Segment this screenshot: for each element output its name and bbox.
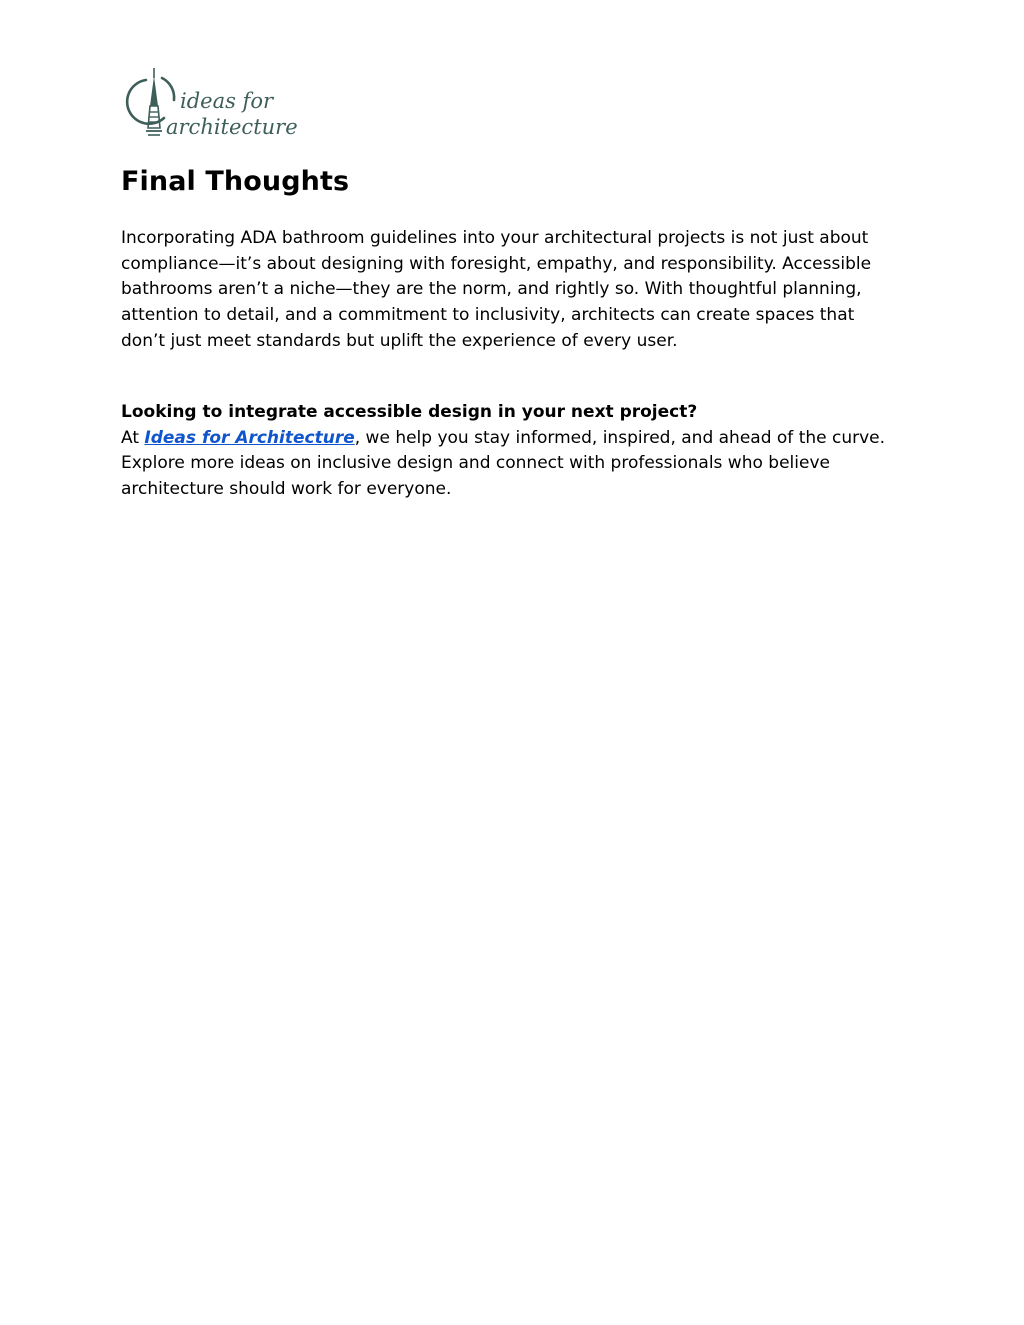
cta-suffix: , we help you stay informed, inspired, and ahead of the curve. Explore more ideas on inclusive design and connect with professionals who believe architecture should work for everyone. <box>121 427 886 500</box>
logo-graphic <box>124 66 298 142</box>
page-title: Final Thoughts <box>121 166 350 197</box>
cta-heading: Looking to integrate accessible design in your next project? <box>121 402 698 422</box>
body-paragraph: Incorporating ADA bathroom guidelines into your architectural projects is not just about compliance—it’s about designing with foresight, empathy, and responsibility. Accessible bathrooms aren’t a niche—they are the norm, and rightly so. With thoughtful planning, attention to detail, and a commitment to inclusivity, architects can create spaces that don’t just meet standards but uplift the experience of every user. <box>121 228 872 351</box>
ideas-for-architecture-link[interactable]: Ideas for Architecture <box>144 427 355 448</box>
logo-line1: ideas for <box>180 89 274 113</box>
logo <box>124 66 298 142</box>
call-to-action <box>121 400 901 503</box>
logo-line2: architecture <box>166 115 298 139</box>
cta-prefix: At <box>121 427 145 448</box>
